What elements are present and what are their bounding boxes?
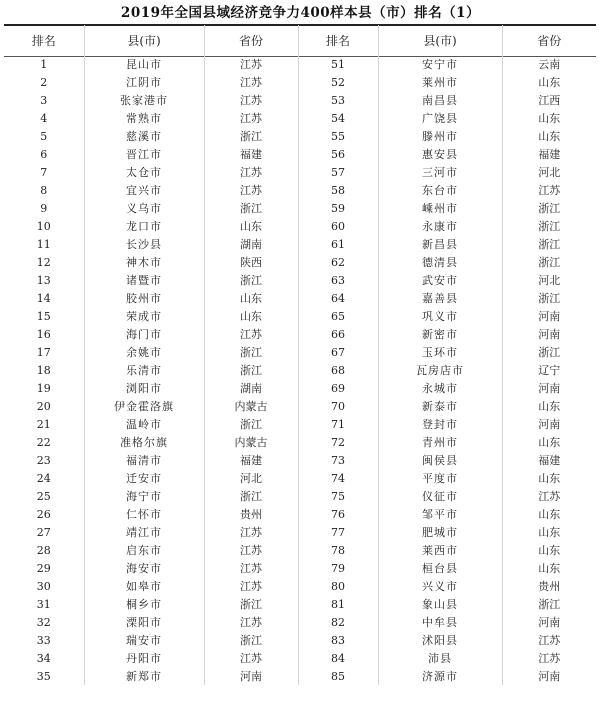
- cell-rank-right: 64: [298, 290, 378, 308]
- cell-rank-right: 71: [298, 416, 378, 434]
- cell-rank-right: 76: [298, 506, 378, 524]
- cell-county-left: 乐清市: [84, 362, 204, 380]
- cell-county-right: 兴义市: [378, 578, 502, 596]
- cell-rank-right: 77: [298, 524, 378, 542]
- cell-province-right: 山东: [502, 128, 596, 146]
- cell-rank-left: 6: [40, 148, 48, 162]
- cell-rank-right: 63: [298, 272, 378, 290]
- cell-county-right: 巩义市: [378, 308, 502, 326]
- table-row: [4, 488, 596, 506]
- cell-province-right: 山东: [502, 398, 596, 416]
- cell-county-left: 丹阳市: [84, 649, 204, 667]
- table-row: [4, 290, 596, 308]
- cell-province-left: 河南: [204, 667, 298, 685]
- cell-rank-right: 60: [298, 218, 378, 236]
- cell-county-left: 靖江市: [84, 524, 204, 542]
- cell-county-right: 新昌县: [378, 236, 502, 254]
- cell-rank-left: 19: [36, 382, 51, 396]
- cell-rank-right: 55: [298, 128, 378, 146]
- cell-province-right: 浙江: [502, 290, 596, 308]
- table-row: [4, 649, 596, 667]
- cell-county-right: 新密市: [378, 326, 502, 344]
- cell-county-right: 永城市: [378, 380, 502, 398]
- cell-province-left: 陕西: [204, 254, 298, 272]
- table-row: [4, 344, 596, 362]
- cell-rank-left: 16: [36, 328, 51, 342]
- cell-rank-right: 58: [298, 182, 378, 200]
- cell-province-right: 浙江: [502, 254, 596, 272]
- cell-county-right: 玉环市: [378, 344, 502, 362]
- page-title: 2019年全国县域经济竞争力400样本县（市）排名（1）: [120, 5, 481, 21]
- cell-county-left: 启东市: [84, 542, 204, 560]
- cell-province-right: 河南: [502, 667, 596, 685]
- cell-province-right: 山东: [502, 434, 596, 452]
- cell-county-left: 宜兴市: [84, 182, 204, 200]
- cell-province-left: 江苏: [204, 164, 298, 182]
- cell-rank-right: 82: [298, 614, 378, 632]
- table-row: [4, 146, 596, 164]
- header-province-left: 省份: [204, 25, 298, 56]
- cell-province-left: 江苏: [204, 92, 298, 110]
- cell-county-left: 浏阳市: [84, 380, 204, 398]
- table-row: [4, 254, 596, 272]
- cell-province-right: 贵州: [502, 578, 596, 596]
- cell-county-right: 邹平市: [378, 506, 502, 524]
- cell-county-right: 新泰市: [378, 398, 502, 416]
- cell-rank-left: 27: [36, 526, 51, 540]
- table-row: [4, 182, 596, 200]
- table-row: [4, 596, 596, 614]
- cell-county-right: 平度市: [378, 470, 502, 488]
- cell-rank-right: 75: [298, 488, 378, 506]
- cell-county-left: 温岭市: [84, 416, 204, 434]
- cell-county-right: 登封市: [378, 416, 502, 434]
- cell-county-left: 准格尔旗: [84, 434, 204, 452]
- cell-rank-right: 78: [298, 542, 378, 560]
- cell-province-left: 浙江: [204, 632, 298, 650]
- cell-rank-right: 57: [298, 164, 378, 182]
- cell-rank-right: 84: [298, 649, 378, 667]
- cell-province-right: 福建: [502, 146, 596, 164]
- cell-rank-left: 3: [40, 94, 48, 108]
- table-row: [4, 164, 596, 182]
- cell-county-left: 胶州市: [84, 290, 204, 308]
- table-row: [4, 578, 596, 596]
- table-row: [4, 560, 596, 578]
- cell-rank-left: 15: [36, 310, 51, 324]
- cell-county-left: 江阴市: [84, 74, 204, 92]
- cell-province-left: 山东: [204, 308, 298, 326]
- cell-rank-right: 80: [298, 578, 378, 596]
- cell-province-left: 湖南: [204, 380, 298, 398]
- cell-province-left: 福建: [204, 146, 298, 164]
- cell-province-right: 河南: [502, 416, 596, 434]
- header-rank-left: 排名: [31, 34, 56, 48]
- header-county-left: 县(市): [84, 25, 204, 56]
- table-row: [4, 56, 596, 74]
- cell-rank-left: 2: [40, 76, 48, 90]
- cell-province-right: 江苏: [502, 488, 596, 506]
- cell-rank-left: 29: [36, 562, 51, 576]
- cell-province-left: 福建: [204, 452, 298, 470]
- table-row: [4, 272, 596, 290]
- cell-rank-left: 13: [36, 274, 51, 288]
- cell-county-right: 嘉善县: [378, 290, 502, 308]
- cell-province-right: 山东: [502, 110, 596, 128]
- cell-county-right: 安宁市: [378, 56, 502, 74]
- cell-province-left: 浙江: [204, 200, 298, 218]
- cell-rank-right: 68: [298, 362, 378, 380]
- cell-province-right: 浙江: [502, 200, 596, 218]
- cell-rank-right: 59: [298, 200, 378, 218]
- cell-rank-left: 20: [36, 400, 51, 414]
- cell-rank-left: 11: [36, 238, 51, 252]
- cell-rank-right: 51: [298, 56, 378, 74]
- cell-county-left: 张家港市: [84, 92, 204, 110]
- cell-rank-right: 69: [298, 380, 378, 398]
- cell-county-left: 仁怀市: [84, 506, 204, 524]
- cell-rank-left: 18: [36, 364, 51, 378]
- cell-province-left: 浙江: [204, 272, 298, 290]
- cell-rank-left: 5: [40, 130, 48, 144]
- cell-county-right: 象山县: [378, 596, 502, 614]
- cell-province-right: 山东: [502, 542, 596, 560]
- cell-county-left: 新郑市: [84, 667, 204, 685]
- cell-rank-right: 52: [298, 74, 378, 92]
- cell-rank-right: 85: [298, 667, 378, 685]
- cell-province-right: 河北: [502, 164, 596, 182]
- cell-province-right: 河南: [502, 614, 596, 632]
- cell-rank-left: 28: [36, 544, 51, 558]
- cell-rank-left: 30: [36, 580, 51, 594]
- cell-county-left: 太仓市: [84, 164, 204, 182]
- cell-rank-left: 33: [36, 633, 51, 647]
- cell-county-right: 沭阳县: [378, 632, 502, 650]
- cell-county-left: 晋江市: [84, 146, 204, 164]
- header-province-right: 省份: [502, 25, 596, 56]
- cell-rank-right: 81: [298, 596, 378, 614]
- cell-rank-left: 17: [36, 346, 51, 360]
- cell-rank-right: 79: [298, 560, 378, 578]
- cell-rank-left: 26: [36, 508, 51, 522]
- cell-rank-right: 74: [298, 470, 378, 488]
- cell-county-left: 长沙县: [84, 236, 204, 254]
- cell-rank-left: 23: [36, 454, 51, 468]
- cell-province-left: 浙江: [204, 344, 298, 362]
- cell-province-right: 浙江: [502, 218, 596, 236]
- cell-county-left: 常熟市: [84, 110, 204, 128]
- cell-province-left: 江苏: [204, 56, 298, 74]
- cell-province-left: 湖南: [204, 236, 298, 254]
- cell-province-right: 江苏: [502, 182, 596, 200]
- cell-county-left: 龙口市: [84, 218, 204, 236]
- cell-province-right: 福建: [502, 452, 596, 470]
- cell-province-right: 浙江: [502, 236, 596, 254]
- cell-county-left: 昆山市: [84, 56, 204, 74]
- cell-county-right: 永康市: [378, 218, 502, 236]
- table-row: [4, 326, 596, 344]
- cell-rank-left: 22: [36, 436, 51, 450]
- cell-province-left: 江苏: [204, 542, 298, 560]
- cell-province-right: 云南: [502, 56, 596, 74]
- table-row: [4, 236, 596, 254]
- cell-rank-left: 7: [40, 166, 48, 180]
- cell-province-left: 江苏: [204, 326, 298, 344]
- cell-county-right: 三河市: [378, 164, 502, 182]
- header-county-right: 县(市): [378, 25, 502, 56]
- table-row: [4, 380, 596, 398]
- cell-county-right: 嵊州市: [378, 200, 502, 218]
- cell-province-right: 河北: [502, 272, 596, 290]
- cell-province-left: 山东: [204, 290, 298, 308]
- cell-rank-right: 56: [298, 146, 378, 164]
- cell-county-right: 莱西市: [378, 542, 502, 560]
- cell-county-left: 余姚市: [84, 344, 204, 362]
- cell-province-left: 江苏: [204, 182, 298, 200]
- cell-province-right: 浙江: [502, 596, 596, 614]
- table-row: [4, 74, 596, 92]
- cell-rank-left: 12: [36, 256, 51, 270]
- table-row: [4, 92, 596, 110]
- cell-county-right: 肥城市: [378, 524, 502, 542]
- cell-rank-left: 9: [40, 202, 48, 216]
- cell-province-left: 浙江: [204, 488, 298, 506]
- cell-county-right: 济源市: [378, 667, 502, 685]
- cell-province-left: 江苏: [204, 614, 298, 632]
- header-row: [4, 25, 596, 56]
- cell-county-left: 海安市: [84, 560, 204, 578]
- cell-province-left: 江苏: [204, 74, 298, 92]
- cell-province-right: 河南: [502, 326, 596, 344]
- table-body: [4, 56, 596, 685]
- cell-rank-left: 10: [36, 220, 51, 234]
- table-row: [4, 524, 596, 542]
- cell-county-left: 海门市: [84, 326, 204, 344]
- table-row: [4, 110, 596, 128]
- table-row: [4, 667, 596, 685]
- cell-province-right: 山东: [502, 470, 596, 488]
- cell-province-right: 河南: [502, 308, 596, 326]
- cell-county-left: 慈溪市: [84, 128, 204, 146]
- cell-province-right: 河南: [502, 380, 596, 398]
- cell-rank-right: 67: [298, 344, 378, 362]
- cell-county-left: 瑞安市: [84, 632, 204, 650]
- cell-rank-right: 61: [298, 236, 378, 254]
- cell-province-right: 山东: [502, 560, 596, 578]
- cell-rank-right: 62: [298, 254, 378, 272]
- cell-province-right: 江西: [502, 92, 596, 110]
- cell-province-right: 江苏: [502, 632, 596, 650]
- cell-county-right: 广饶县: [378, 110, 502, 128]
- cell-rank-left: 32: [36, 616, 51, 629]
- cell-province-left: 江苏: [204, 110, 298, 128]
- cell-rank-right: 66: [298, 326, 378, 344]
- cell-rank-right: 54: [298, 110, 378, 128]
- cell-province-left: 浙江: [204, 596, 298, 614]
- cell-rank-left: 24: [36, 472, 51, 486]
- cell-county-right: 青州市: [378, 434, 502, 452]
- cell-county-right: 东台市: [378, 182, 502, 200]
- cell-province-left: 河北: [204, 470, 298, 488]
- cell-province-left: 浙江: [204, 362, 298, 380]
- table-row: [4, 128, 596, 146]
- cell-county-left: 溧阳市: [84, 614, 204, 632]
- table-row: [4, 506, 596, 524]
- cell-county-right: 南昌县: [378, 92, 502, 110]
- cell-county-right: 瓦房店市: [378, 362, 502, 380]
- cell-province-right: 山东: [502, 524, 596, 542]
- table-row: [4, 632, 596, 650]
- cell-county-right: 德清县: [378, 254, 502, 272]
- cell-rank-left: 35: [36, 669, 51, 683]
- table-row: [4, 218, 596, 236]
- table-row: [4, 362, 596, 380]
- cell-county-left: 如皋市: [84, 578, 204, 596]
- cell-county-left: 迁安市: [84, 470, 204, 488]
- cell-county-left: 义乌市: [84, 200, 204, 218]
- cell-province-left: 江苏: [204, 524, 298, 542]
- table-row: [4, 542, 596, 560]
- cell-province-left: 内蒙古: [204, 434, 298, 452]
- cell-province-left: 浙江: [204, 128, 298, 146]
- cell-county-right: 莱州市: [378, 74, 502, 92]
- cell-province-left: 江苏: [204, 578, 298, 596]
- cell-county-left: 诸暨市: [84, 272, 204, 290]
- cell-county-left: 桐乡市: [84, 596, 204, 614]
- cell-county-right: 武安市: [378, 272, 502, 290]
- cell-county-right: 滕州市: [378, 128, 502, 146]
- cell-county-right: 桓台县: [378, 560, 502, 578]
- cell-rank-left: 25: [36, 490, 51, 504]
- table-row: [4, 200, 596, 218]
- cell-county-left: 伊金霍洛旗: [84, 398, 204, 416]
- cell-province-right: 山东: [502, 506, 596, 524]
- cell-county-right: 沛县: [378, 649, 502, 667]
- cell-county-left: 神木市: [84, 254, 204, 272]
- cell-rank-right: 70: [298, 398, 378, 416]
- cell-rank-right: 72: [298, 434, 378, 452]
- cell-province-right: 山东: [502, 74, 596, 92]
- cell-province-left: 内蒙古: [204, 398, 298, 416]
- ranking-table: [4, 25, 596, 685]
- cell-province-left: 浙江: [204, 416, 298, 434]
- cell-province-right: 浙江: [502, 344, 596, 362]
- cell-county-right: 惠安县: [378, 146, 502, 164]
- cell-rank-left: 4: [40, 112, 48, 126]
- cell-rank-left: 21: [36, 418, 51, 432]
- header-rank-right: 排名: [298, 25, 378, 56]
- table-row: [4, 308, 596, 326]
- cell-county-right: 仪征市: [378, 488, 502, 506]
- table-row: [4, 470, 596, 488]
- table-row: [4, 434, 596, 452]
- cell-rank-left: 8: [40, 184, 48, 198]
- cell-county-right: 中牟县: [378, 614, 502, 632]
- cell-rank-right: 83: [298, 632, 378, 650]
- cell-rank-left: 34: [36, 651, 51, 665]
- cell-rank-right: 65: [298, 308, 378, 326]
- cell-county-left: 福清市: [84, 452, 204, 470]
- cell-province-left: 江苏: [204, 560, 298, 578]
- cell-county-left: 荣成市: [84, 308, 204, 326]
- cell-province-right: 辽宁: [502, 362, 596, 380]
- cell-county-right: 闽侯县: [378, 452, 502, 470]
- cell-county-left: 海宁市: [84, 488, 204, 506]
- table-row: [4, 416, 596, 434]
- cell-province-left: 江苏: [204, 649, 298, 667]
- table-row: [4, 398, 596, 416]
- cell-rank-left: 31: [36, 598, 51, 612]
- table-row: [4, 614, 596, 632]
- cell-rank-right: 73: [298, 452, 378, 470]
- cell-rank-right: 53: [298, 92, 378, 110]
- cell-rank-left: 1: [40, 58, 48, 72]
- cell-province-left: 贵州: [204, 506, 298, 524]
- cell-province-right: 江苏: [502, 649, 596, 667]
- table-row: [4, 452, 596, 470]
- cell-rank-left: 14: [36, 292, 51, 306]
- cell-province-left: 山东: [204, 218, 298, 236]
